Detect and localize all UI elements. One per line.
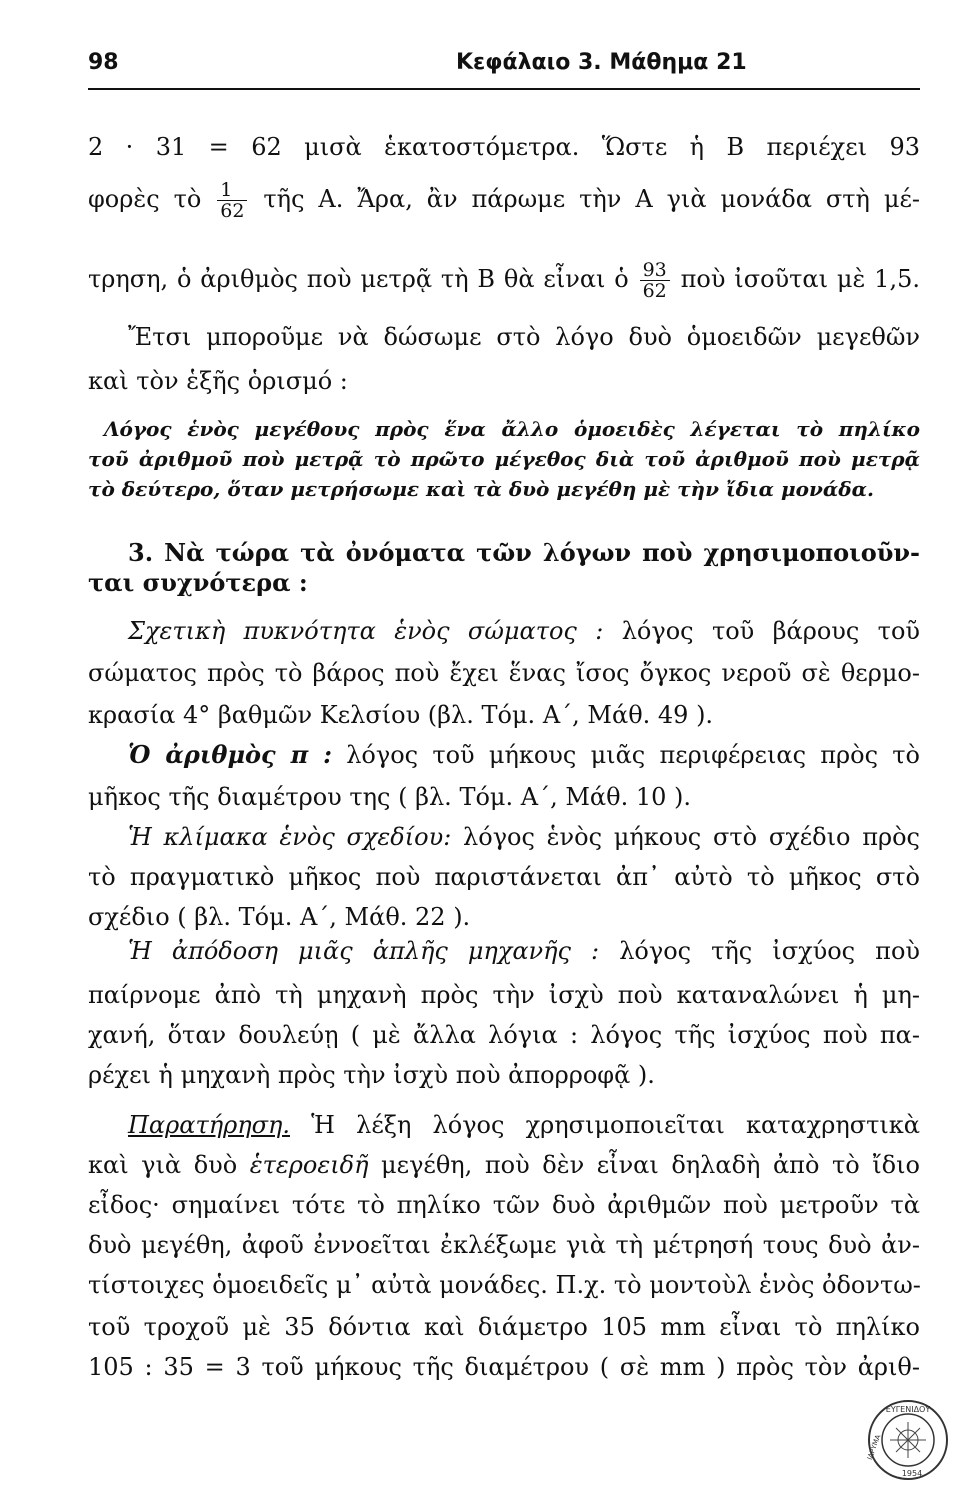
text-line: σώματος πρὸς τὸ βάρος ποὺ ἔχει ἕνας ἴσος ὄγκος νεροῦ σὲ θερμο-: [88, 659, 920, 687]
text-line: 105 : 35 = 3 τοῦ μήκους τῆς διαμέτρου ( σὲ mm ) πρὸς τὸν ἀριθ-: [88, 1353, 920, 1381]
text-line: τοῦ τροχοῦ μὲ 35 δόντια καὶ διάμετρο 105 mm εἶναι τὸ πηλίκο: [88, 1313, 920, 1341]
term-remark: Παρατήρηση.: [128, 1111, 290, 1139]
stamp-text-left: ΙΔΡΥΜΑ: [866, 1433, 883, 1461]
fraction-denominator: 62: [642, 280, 667, 302]
text-line: κρασία 4° βαθμῶν Κελσίου (βλ. Τόμ. Α΄, Μάθ. 49 ).: [88, 701, 714, 729]
fraction-numerator: 93: [640, 260, 670, 281]
stamp-year: 1954: [901, 1469, 923, 1478]
text-segment: μεγέθη, ποὺ δὲν εἶναι δηλαδὴ ἀπὸ τὸ ἴδιο: [381, 1151, 920, 1179]
page-header: [88, 44, 920, 90]
text-line: σχέδιο ( βλ. Τόμ. Α΄, Μάθ. 22 ).: [88, 903, 471, 931]
text-segment: τῆς Α. Ἄρα, ἂν πάρωμε τὴν Α γιὰ μονάδα στὴ μέ-: [263, 185, 920, 213]
text-line: χανή, ὅταν δουλεύῃ ( μὲ ἄλλα λόγια : λόγος τῆς ἰσχύος ποὺ πα-: [88, 1021, 920, 1049]
term-efficiency: Ἡ ἀπόδοση μιᾶς ἁπλῆς μηχανῆς :: [128, 937, 600, 965]
foundation-stamp: [866, 1398, 950, 1482]
text-line: μῆκος τῆς διαμέτρου της ( βλ. Τόμ. Α΄, Μάθ. 10 ).: [88, 783, 691, 811]
text-line: καὶ τὸν ἑξῆς ὁρισμό :: [88, 367, 348, 395]
text-segment: λόγος τοῦ βάρους τοῦ: [621, 617, 920, 645]
text-line: δυὸ μεγέθη, ἀφοῦ ἐννοεῖται ἐκλέξωμε γιὰ τὴ μέτρησή τους δυὸ ἀν-: [88, 1231, 920, 1259]
fraction-numerator: 1: [217, 180, 247, 201]
stamp-seal-icon: [866, 1398, 950, 1482]
text-line: [128, 740, 920, 770]
section-heading: ται συχνότερα :: [88, 568, 308, 597]
definition-line: Λόγος ἑνὸς μεγέθους πρὸς ἕνα ἄλλο ὁμοειδὲς λέγεται τὸ πηλίκο: [104, 417, 920, 441]
text-segment: καὶ γιὰ δυὸ: [88, 1151, 238, 1179]
text-segment: ποὺ ἰσοῦται μὲ 1,5.: [680, 265, 920, 293]
term-scale: Ἡ κλίμακα ἑνὸς σχεδίου:: [128, 823, 452, 851]
text-line: [128, 1110, 920, 1140]
text-line: [88, 260, 920, 301]
text-segment: λόγος τῆς ἰσχύος ποὺ: [619, 937, 920, 965]
definition-line: τοῦ ἀριθμοῦ ποὺ μετρᾷ τὸ πρῶτο μέγεθος διὰ τοῦ ἀριθμοῦ ποὺ μετρᾷ: [88, 447, 920, 471]
text-line: [128, 936, 920, 966]
text-segment: φορὲς τὸ: [88, 185, 202, 213]
text-line: παίρνομε ἀπὸ τὴ μηχανὴ πρὸς τὴν ἰσχὺ ποὺ καταναλώνει ἡ μη-: [88, 981, 920, 1009]
term-heterogeneous: ἑτεροειδῆ: [249, 1151, 369, 1179]
text-line: εἶδος· σημαίνει τότε τὸ πηλίκο τῶν δυὸ ἀριθμῶν ποὺ μετροῦν τὰ: [88, 1191, 920, 1219]
text-line: τίστοιχες ὁμοειδεῖς μ᾿ αὐτὰ μονάδες. Π.χ. τὸ μοντοὺλ ἑνὸς ὀδοντω-: [88, 1271, 921, 1299]
text-line: [128, 616, 920, 646]
running-title: Κεφάλαιο 3. Μάθημα 21: [456, 50, 747, 75]
text-line: ρέχει ἡ μηχανὴ πρὸς τὴν ἰσχὺ ποὺ ἀπορροφᾷ ).: [88, 1061, 655, 1089]
text-line: Ἔτσι μποροῦμε νὰ δώσωμε στὸ λόγο δυὸ ὁμοειδῶν μεγεθῶν: [128, 323, 920, 351]
fraction-denominator: 62: [220, 200, 245, 222]
section-heading: 3. Νὰ τώρα τὰ ὀνόματα τῶν λόγων ποὺ χρησιμοποιοῦν-: [128, 538, 920, 567]
text-segment: Ἡ λέξη λόγος χρησιμοποιεῖται καταχρηστικὰ: [311, 1111, 920, 1139]
text-line: [88, 1150, 920, 1180]
fraction: [217, 180, 247, 221]
text-line: [128, 822, 920, 852]
text-line: 2 · 31 = 62 μισὰ ἑκατοστόμετρα. Ὥστε ἡ Β περιέχει 93: [88, 133, 920, 161]
definition-line: τὸ δεύτερο, ὅταν μετρήσωμε καὶ τὰ δυὸ μεγέθη μὲ τὴν ἴδια μονάδα.: [88, 477, 874, 501]
text-segment: λόγος τοῦ μήκους μιᾶς περιφέρειας πρὸς τὸ: [346, 741, 920, 769]
text-segment: τρηση, ὁ ἀριθμὸς ποὺ μετρᾷ τὴ Β θὰ εἶναι ὁ: [88, 265, 629, 293]
text-line: τὸ πραγματικὸ μῆκος ποὺ παριστάνεται ἀπ᾿ αὐτὸ τὸ μῆκος στὸ: [88, 863, 920, 891]
text-segment: λόγος ἑνὸς μήκους στὸ σχέδιο πρὸς: [463, 823, 920, 851]
term-pi: Ὁ ἀριθμὸς π :: [128, 740, 332, 769]
fraction: [640, 260, 670, 301]
stamp-text-top: ΕΥΓΕΝΙΔΟΥ: [885, 1405, 931, 1414]
page-number: 98: [88, 50, 119, 75]
text-line: [88, 180, 920, 221]
term-specific-density: Σχετικὴ πυκνότητα ἑνὸς σώματος :: [128, 617, 604, 645]
